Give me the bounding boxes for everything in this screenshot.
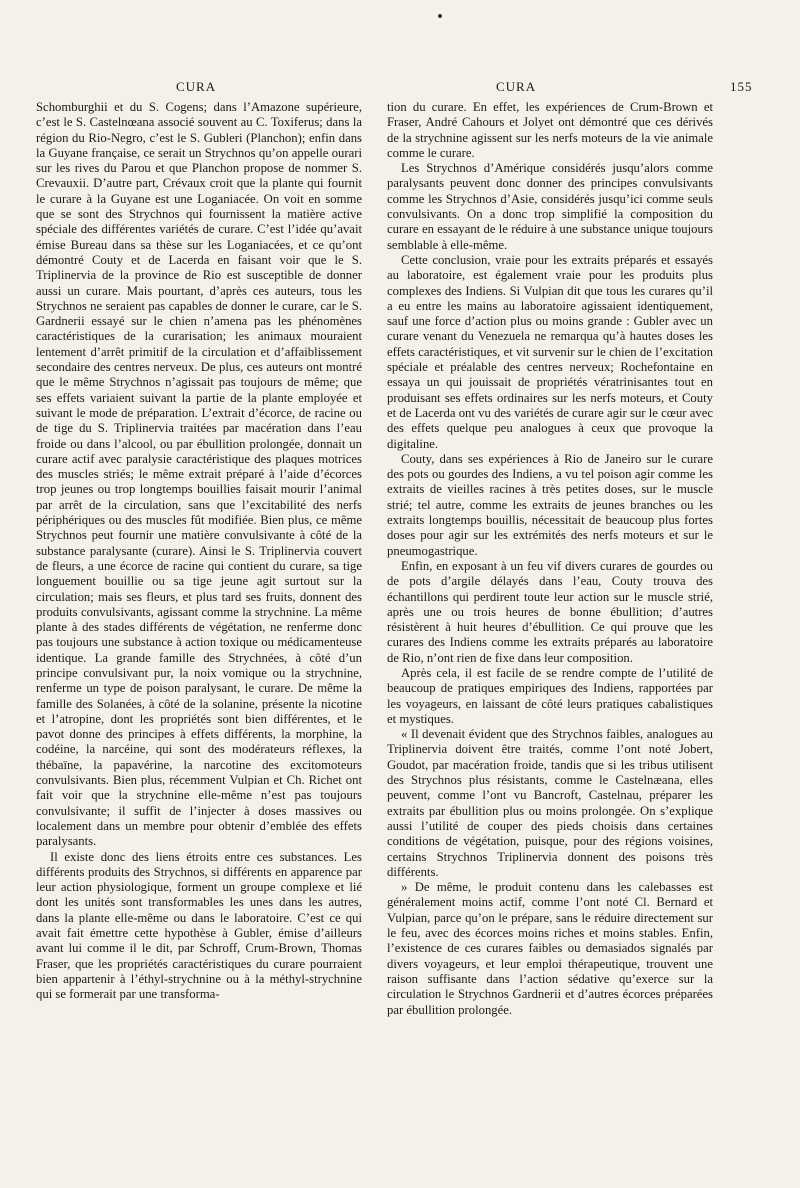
paragraph: Couty, dans ses expériences à Rio de Janeiro sur le curare des pots ou gourdes des Indiens, a vu tel poison agir comme les extraits de vieilles racines à très petites doses, sur le muscle strié; tel autre, comme les extraits de jeunes branches ou les extraits longtemps bouillis, nécessitait de beaucoup plus fortes doses pour agir sur les extrémités des nerfs moteurs et sur le pneumogastrique. [387,451,713,558]
paragraph: « Il devenait évident que des Strychnos faibles, analogues au Triplinervia doivent être traités, comme l’ont noté Jobert, Goudot, par macération froide, tandis que si les tribus utilisent des Strychnos plus résistants, comme le Castelnæana, elles peuvent, comme l’ont vu Bancroft, Castelnau, préparer les extraits par ébullition plus ou moins prolongée. On s’explique aussi l’utilité de couper des pieds choisis dans certaines conditions de végétation, puisque, pour des régions voisines, certains Strychnos Triplinervia donnent des poisons très différents. [387,727,713,879]
right-column [387,100,713,1018]
paragraph: » De même, le produit contenu dans les calebasses est généralement moins actif, comme l’ont noté Cl. Bernard et Vulpian, parce qu’on le prépare, sans le réduire directement sur le feu, avec des écorces moins riches et moins stables. Enfin, l’existence de ces curares faibles ou demasiados signalés par divers voyageurs, et leur emploi thérapeutique, trouvent une raison suffisante dans l’action sédative qu’exerce sur la circulation le Strychnos Gardnerii et d’autres écorces préparées par ébullition prolongée. [387,880,713,1017]
running-header-left: CURA [176,79,217,94]
paragraph: tion du curare. En effet, les expériences de Crum-Brown et Fraser, André Cahours et Jolyet ont démontré que ces dérivés de la strychnine agissent sur les nerfs moteurs de la vie animale comme le curare. [387,100,713,160]
paragraph: Les Strychnos d’Amérique considérés jusqu’alors comme paralysants peuvent donc donner des principes convulsivants comme les Strychnos d’Asie, considérés jusqu’ici comme seuls convulsivants. On a donc trop simplifié la composition du curare en essayant de le réduire à une substance unique toujours semblable à elle-même. [387,161,713,252]
paragraph: Il existe donc des liens étroits entre ces substances. Les différents produits des Strychnos, si différents en apparence par leur action physiologique, forment un groupe complexe et lié dont les unités sont transformables les unes dans les autres, dans la plante elle-même ou dans le laboratoire. C’est ce qui avait fait émettre cette hypothèse à Gubler, émise d’ailleurs avant lui comme il le dit, par Schroff, Crum-Brown, Thomas Fraser, que les propriétés caractéristiques du curare pourraient bien appartenir à l’éthyl-strychnine ou à la méthyl-strychnine qui se formerait par une transforma- [36,849,362,1002]
paragraph: Cette conclusion, vraie pour les extraits préparés et essayés au laboratoire, est également vraie pour les produits plus complexes des Indiens. Si Vulpian dit que tous les curares qu’il a eu entre les mains au laboratoire agissaient identiquement, sauf une force d’action plus ou moins grande : Gubler avec un curare venant du Venezuela ne remarqua qu’à hautes doses les effets caractéristiques, et vit survenir sur le chien de l’excitation spéciale et préalable des centres nerveux; Rochefontaine en essaya un qui jouissait de propriétés vératrinisantes tout en produisant ses effets ordinaires sur les nerfs moteurs, et Couty et de Lacerda ont vu des variétés de curare agir sur le cœur avec des effets quelque peu analogues à ceux que provoque la digitaline. [387,252,713,451]
running-header-right: CURA [496,79,537,94]
left-column [36,100,362,1003]
paragraph: Enfin, en exposant à un feu vif divers curares de gourdes ou de pots d’argile délayés dans l’eau, Couty trouva des échantillons qui perdirent toute leur action sur le muscle strié, après une ou trois heures de bonne ébullition; d’autres résistèrent à huit heures d’ébullition. Ce qui prouve que les curares des Indiens comme les extraits préparés au laboratoire de Rio, n’ont rien de fixe dans leur composition. [387,558,713,665]
page-number: 155 [730,79,753,94]
paragraph: Schomburghii et du S. Cogens; dans l’Amazone supérieure, c’est le S. Castelnœana associé souvent au C. Toxiferus; dans la région du Rio-Negro, c’est le S. Gubleri (Planchon); enfin dans la Guyane française, ce serait un Strychnos qu’on appelle ourari sur les rives du Parou et que Planchon propose de nommer S. Crevauxii. D’autre part, Crévaux croit que la plante qui fournit le curare à la Guyane est une Loganiacée. On voit en somme que se sont des Strychnos qui fournissent la matière active spéciale des différentes variétés de curare. C’est l’idée qu’avait émise Bureau dans sa thèse sur les Loganiacées, et ce qu’ont démontré Couty et de Lacerda en faisant voir que le S. Triplinervia de la province de Rio est susceptible de donner aussi un curare. Mais pourtant, d’après ces auteurs, tous les Strychnos ne seraient pas capables de donner le curare, car le S. Gardnerii essayé sur le chien n’amena pas les phénomènes caractéristiques de la curarisation; les animaux mouraient lentement d’arrêt primitif de la circulation et d’affaiblissement secondaire des centres nerveux. De plus, ces auteurs ont montré que le même Strychnos n’agissait pas toujours de même; que ses effets variaient suivant la partie de la plante employée et suivant le mode de préparation. L’extrait d’écorce, de racine ou de tige du S. Triplinervia traitées par macération dans l’eau froide ou dans l’alcool, ou par ébullition prolongée, donnait un curare actif avec paralysie caractéristique des plaques motrices des muscles striés; le même extrait préparé à l’aide d’écorces trop jeunes ou trop longtemps bouillies faisait mourir l’animal par arrêt de la circulation, sans que l’excitabilité des nerfs périphériques ou des muscles fût modifiée. Bien plus, ce même Strychnos peut fournir une matière convulsivante à côté de la substance paralysante (curare). Ainsi le S. Triplinervia couvert de fleurs, a une écorce de racine qui contient du curare, sa tige longuement bouillie ou sa tige jeune agit surtout sur la circulation; mais ses fleurs, et plus tard ses fruits, donnent des produits convulsivants, agissant comme la strychnine. La même plante à des stades différents de végétation, ne renferme donc pas toujours une substance à action toxique ou médicamenteuse identique. La grande famille des Strychnées, à côté d’un principe convulsivant pur, la noix vomique ou la strychnine, renferme un type de poison paralysant, le curare. De même la famille des Solanées, à côté de la solanine, présente la nicotine et l’atropine, dont les propriétés sont bien différentes, et le pavot donne des principes à effets différents, la morphine, la codéine, la narcéine, qui sont des modérateurs réflexes, la thébaïne, la papavérine, la narcotine des excitomoteurs convulsivants. Bien plus, récemment Vulpian et Ch. Richet ont fait voir que la strychnine elle-même n’est pas toujours convulsivante; il suffit de l’injecter à doses massives ou localement dans un membre pour obtenir d’emblée des effets paralysants. [36,100,362,849]
ink-dot [438,14,442,18]
paragraph: Après cela, il est facile de se rendre compte de l’utilité de beaucoup de pratiques empiriques des Indiens, rapportées par les voyageurs, en laissant de côté leurs pratiques cabalistiques et mystiques. [387,665,713,726]
